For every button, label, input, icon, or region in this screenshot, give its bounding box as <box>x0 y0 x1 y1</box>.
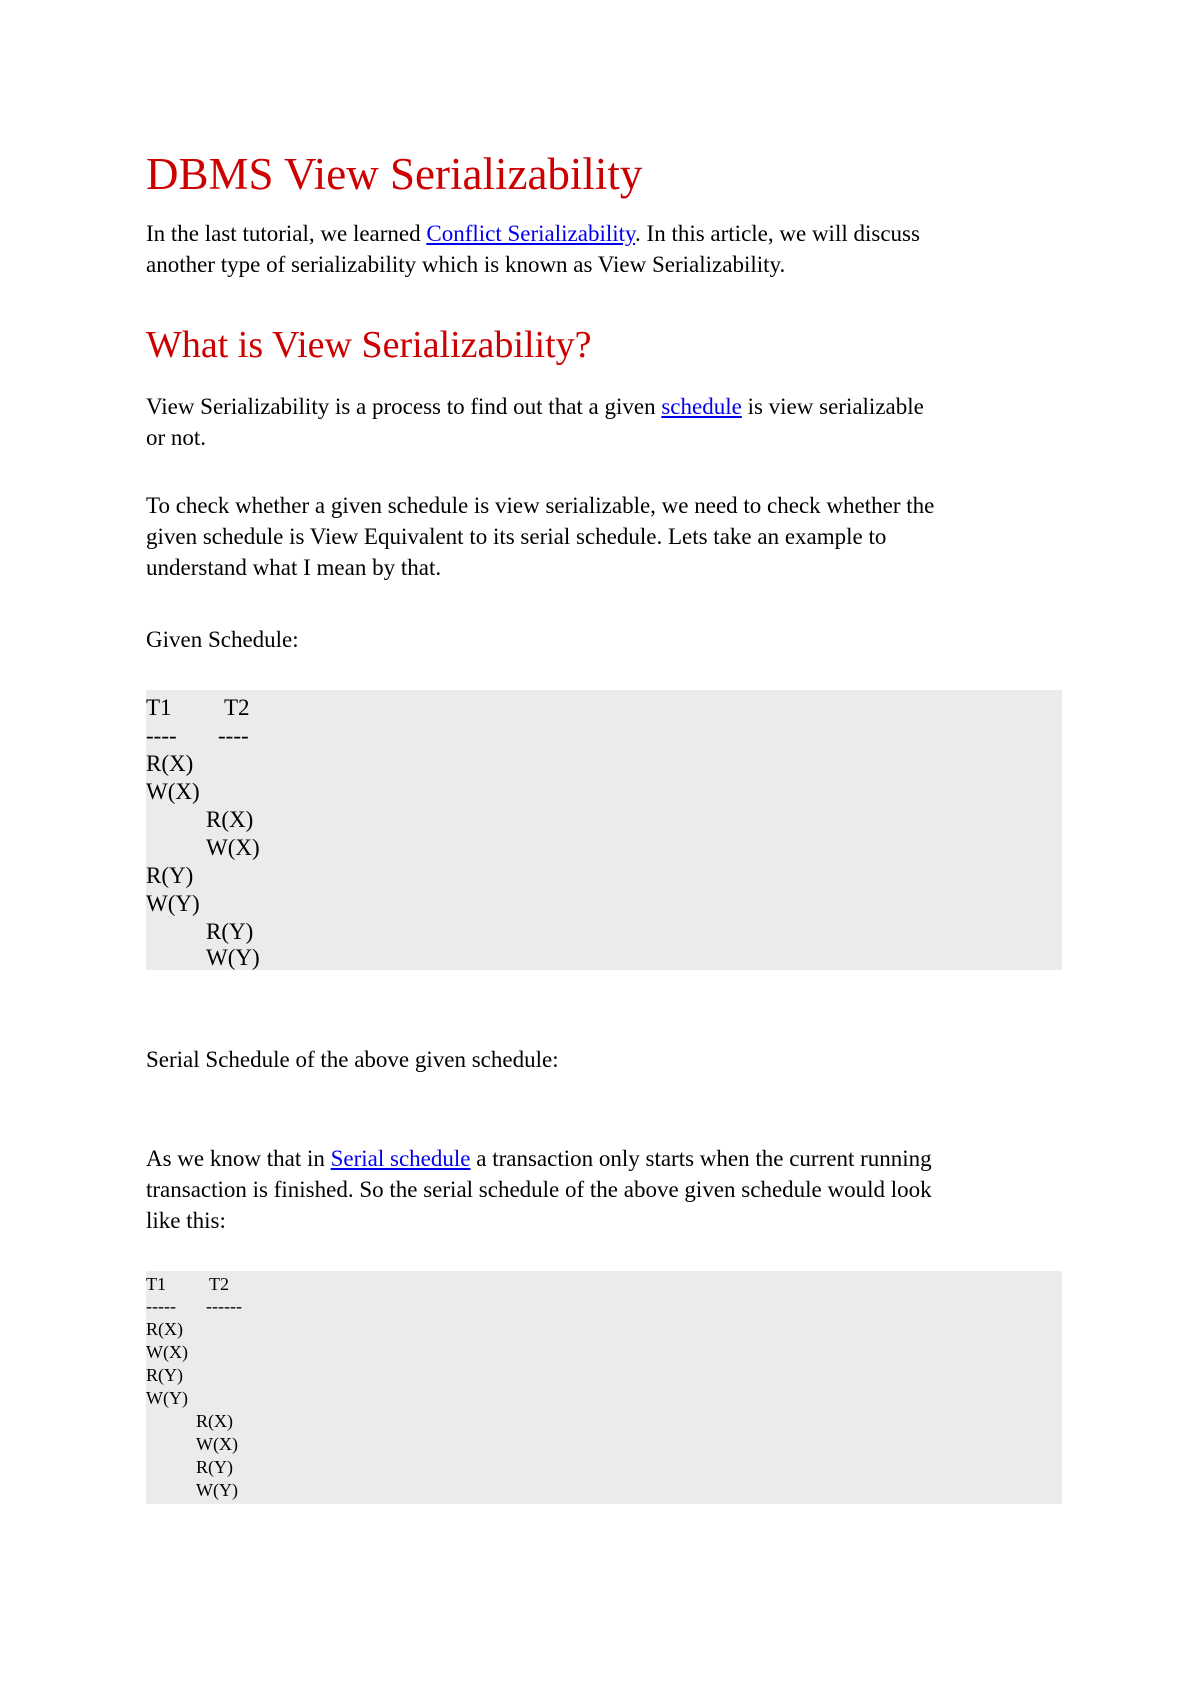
serial-dash-t2: ------ <box>206 1296 242 1316</box>
intro-text-line2: another type of serializability which is known as View Serializability. <box>146 252 786 277</box>
schedule-link[interactable]: schedule <box>661 394 742 419</box>
given-op: W(X) <box>146 779 200 804</box>
serial-paragraph <box>146 1143 1062 1236</box>
given-op: R(X) <box>206 807 254 832</box>
given-dash-t2: ---- <box>218 723 249 748</box>
check-line-2: given schedule is View Equivalent to its serial schedule. Lets take an example to <box>146 524 887 549</box>
given-dash-t1: ---- <box>146 723 177 748</box>
section-heading: What is View Serializability? <box>146 324 592 366</box>
definition-text-after: is view serializable <box>741 394 924 419</box>
serial-text-before: As we know that in <box>146 1146 331 1171</box>
intro-paragraph <box>146 218 1062 280</box>
given-schedule-label: Given Schedule: <box>146 627 299 652</box>
definition-text-before: View Serializability is a process to find out that a given <box>146 394 662 419</box>
serial-schedule-label: Serial Schedule of the above given schedule: <box>146 1047 559 1072</box>
conflict-serializability-link[interactable]: Conflict Serializability <box>426 221 636 246</box>
definition-paragraph <box>146 391 1062 453</box>
serial-line-3: like this: <box>146 1208 226 1233</box>
serial-header-t1: T1 <box>146 1274 166 1294</box>
serial-text-after: a transaction only starts when the current running <box>470 1146 932 1171</box>
given-op: R(Y) <box>146 863 194 888</box>
serial-schedule-block <box>146 1271 1062 1504</box>
serial-op: W(Y) <box>196 1480 238 1500</box>
serial-line-2: transaction is finished. So the serial schedule of the above given schedule would look <box>146 1177 932 1202</box>
given-header-t2: T2 <box>224 695 250 720</box>
serial-op: R(X) <box>196 1411 233 1431</box>
intro-text-after: . In this article, we will discuss <box>635 221 920 246</box>
given-op: R(X) <box>146 751 194 776</box>
definition-text-line2: or not. <box>146 425 207 450</box>
given-op: W(Y) <box>206 945 260 970</box>
given-op: W(X) <box>206 835 260 860</box>
serial-op: R(Y) <box>146 1365 183 1385</box>
intro-text-before: In the last tutorial, we learned <box>146 221 427 246</box>
given-op: W(Y) <box>146 891 200 916</box>
given-schedule-block <box>146 690 1062 970</box>
serial-header-t2: T2 <box>209 1274 229 1294</box>
serial-op: W(Y) <box>146 1388 188 1408</box>
serial-op: R(Y) <box>196 1457 233 1477</box>
check-line-3: understand what I mean by that. <box>146 555 442 580</box>
serial-schedule-link[interactable]: Serial schedule <box>330 1146 471 1171</box>
serial-dash-t1: ----- <box>146 1296 176 1316</box>
given-header-t1: T1 <box>146 695 172 720</box>
serial-op: W(X) <box>146 1342 188 1362</box>
check-paragraph <box>146 490 1062 583</box>
serial-op: W(X) <box>196 1434 238 1454</box>
page-title: DBMS View Serializability <box>146 149 643 199</box>
given-op: R(Y) <box>206 919 254 944</box>
check-line-1: To check whether a given schedule is view serializable, we need to check whether the <box>146 493 935 518</box>
serial-op: R(X) <box>146 1319 183 1339</box>
